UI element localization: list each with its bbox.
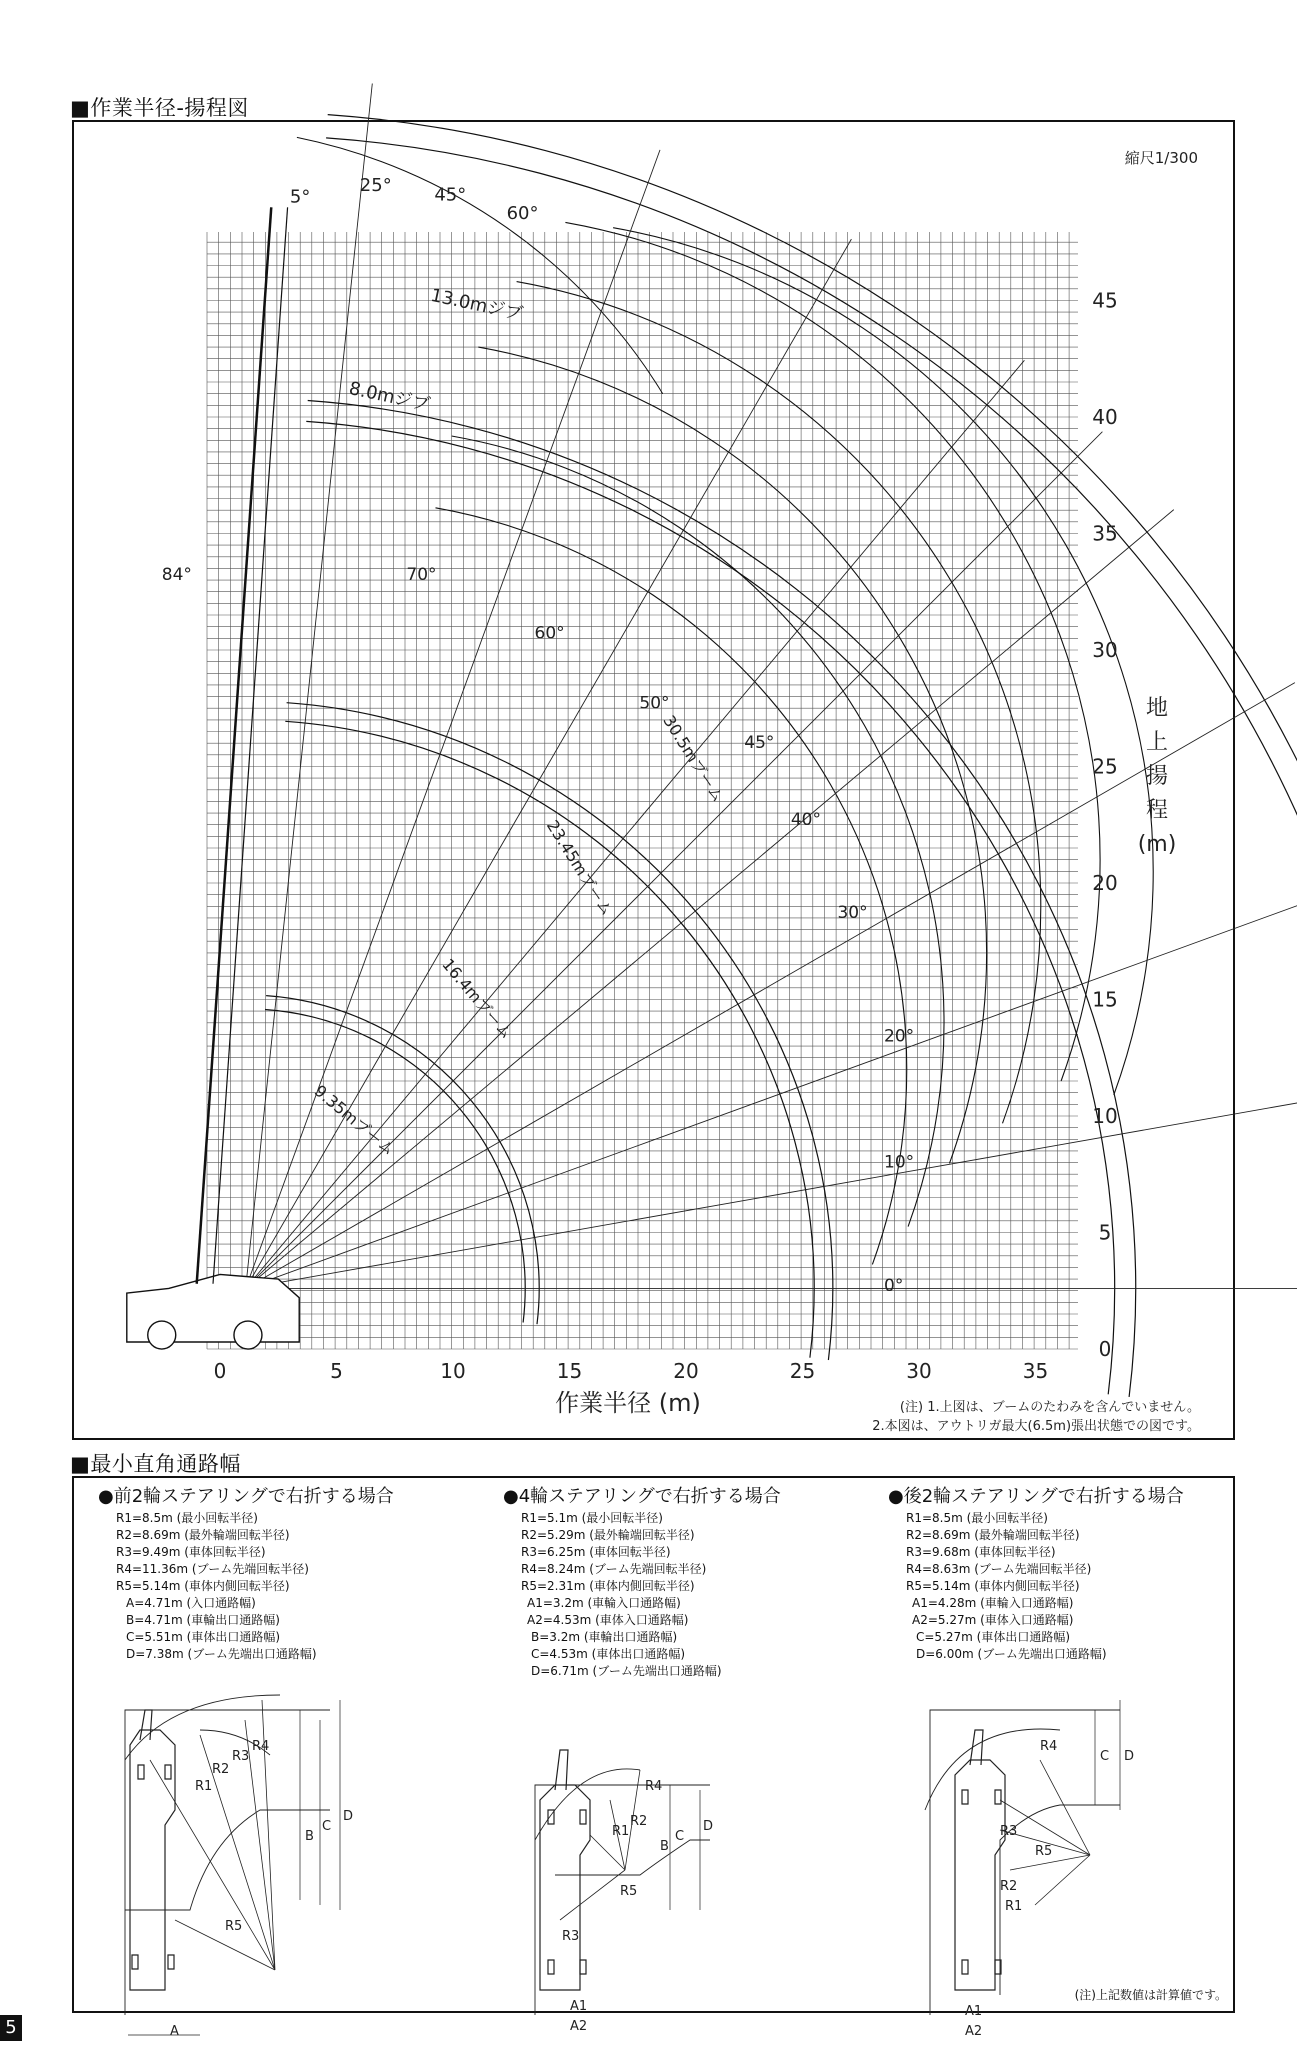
page-number: 5: [0, 2015, 22, 2041]
spec-line: R1=5.1m (最小回転半径): [521, 1511, 663, 1525]
dim-label-a1: A1: [965, 2004, 983, 2019]
turning-diagram-four-wheel-steer: [535, 1750, 710, 2015]
calc-note: (注)上記数値は計算値です。: [1074, 1988, 1227, 2002]
spec-line: R3=9.68m (車体回転半径): [906, 1545, 1056, 1559]
spec-line: R2=5.29m (最外輪端回転半径): [521, 1528, 695, 1542]
jib-length-label: 8.0mジブ: [347, 378, 432, 416]
dim-label-r5: R5: [620, 1884, 638, 1899]
crane-boom: [197, 207, 272, 1283]
boom-length-label: 16.4mブーム: [438, 954, 517, 1043]
spec-line: R3=9.49m (車体回転半径): [116, 1545, 266, 1559]
spec-line: C=5.51m (車体出口通路幅): [126, 1630, 281, 1644]
spec-line: A1=4.28m (車輪入口通路幅): [912, 1596, 1074, 1610]
dim-label-r1: R1: [612, 1824, 630, 1839]
crane-boom: [213, 207, 288, 1283]
spec-line: A1=3.2m (車輪入口通路幅): [527, 1596, 681, 1610]
crane-wheel: [148, 1321, 176, 1349]
boom-length-label: 9.35mブーム: [310, 1081, 399, 1160]
jib-offset-label: 45°: [434, 184, 467, 206]
dim-label-b: B: [660, 1839, 669, 1854]
spec-line: R5=5.14m (車体内側回転半径): [906, 1579, 1080, 1593]
turning-diagram-front-steer: [125, 1695, 340, 2035]
dim-label-a1: A1: [570, 1999, 588, 2014]
x-tick-label: 20: [673, 1359, 699, 1383]
crane-wheel: [234, 1321, 262, 1349]
section-title-min-aisle: ■最小直角通路幅: [70, 1452, 241, 1476]
x-tick-label: 35: [1022, 1359, 1049, 1383]
x-axis-ticks: [214, 1359, 1049, 1383]
spec-line: R4=11.36m (ブーム先端回転半径): [116, 1562, 309, 1576]
dim-label-r5: R5: [1035, 1844, 1053, 1859]
dim-label-r3: R3: [562, 1929, 580, 1944]
x-tick-label: 0: [213, 1359, 227, 1383]
case-rear-steer-title: ●後2輪ステアリングで右折する場合: [888, 1486, 1184, 1507]
y-axis-label-char: (m): [1137, 832, 1177, 857]
chart-note-1: (注) 1.上図は、ブームのたわみを含んでいません。: [899, 1400, 1200, 1415]
dim-label-r2: R2: [1000, 1879, 1018, 1894]
jib-offset-label: 60°: [506, 202, 539, 224]
spec-line: C=5.27m (車体出口通路幅): [916, 1630, 1071, 1644]
turning-diagrams: [0, 1640, 1297, 2039]
spec-line: B=3.2m (車輪出口通路幅): [531, 1630, 678, 1644]
dim-label-r1: R1: [1005, 1899, 1023, 1914]
scale-label: 縮尺1/300: [1124, 149, 1198, 167]
y-tick-label: 40: [1092, 405, 1118, 429]
y-tick-label: 20: [1092, 871, 1118, 895]
y-axis-label-char: 上: [1145, 730, 1169, 755]
case-four-wheel-steer-title: ●4輪ステアリングで右折する場合: [503, 1486, 781, 1507]
x-tick-label: 15: [556, 1359, 583, 1383]
case-rear-steer: [888, 1486, 1184, 1663]
dim-label-d: D: [703, 1819, 714, 1834]
dim-label-r4: R4: [1040, 1739, 1058, 1754]
dim-label-c: C: [1100, 1749, 1110, 1764]
angle-ray: [246, 1078, 1297, 1288]
x-tick-label: 10: [440, 1359, 466, 1383]
spec-line: R2=8.69m (最外輪端回転半径): [906, 1528, 1080, 1542]
y-tick-label: 0: [1098, 1337, 1112, 1361]
chart-note-2: 2.本図は、アウトリガ最大(6.5m)張出状態での図です。: [872, 1419, 1200, 1434]
y-tick-label: 25: [1092, 754, 1118, 779]
spec-line: D=7.38m (ブーム先端出口通路幅): [126, 1647, 317, 1661]
dim-label-r2: R2: [212, 1762, 230, 1777]
section-title-work-radius: ■作業半径-揚程図: [70, 96, 249, 120]
jib-arc: [452, 436, 944, 1227]
spec-line: R4=8.24m (ブーム先端回転半径): [521, 1562, 707, 1576]
spec-line: R2=8.69m (最外輪端回転半径): [116, 1528, 290, 1542]
dim-label-d: D: [1124, 1749, 1135, 1764]
jib-offset-label: 5°: [289, 186, 311, 208]
angle-ray: [246, 239, 852, 1288]
dim-label-a: A: [170, 2024, 179, 2039]
x-tick-label: 5: [330, 1359, 343, 1383]
y-tick-label: 35: [1092, 521, 1118, 546]
jib-length-label: 13.0mジブ: [428, 284, 525, 325]
case-front-steer-title: ●前2輪ステアリングで右折する場合: [98, 1486, 394, 1507]
boom-arc: [265, 1010, 525, 1323]
spec-line: R3=6.25m (車体回転半径): [521, 1545, 671, 1559]
dim-label-c: C: [675, 1829, 685, 1844]
y-axis-ticks: [1092, 289, 1117, 1362]
y-tick-label: 30: [1092, 638, 1118, 662]
dim-label-r5: R5: [225, 1919, 243, 1934]
spec-line: R5=2.31m (車体内側回転半径): [521, 1579, 695, 1593]
angle-label: 40°: [790, 809, 821, 830]
chart-grid: [207, 232, 1078, 1349]
dim-label-r4: R4: [645, 1779, 663, 1794]
spec-line: D=6.71m (ブーム先端出口通路幅): [531, 1664, 722, 1678]
spec-line: R1=8.5m (最小回転半径): [116, 1511, 258, 1525]
case-front-steer: [98, 1486, 394, 1663]
angle-ray: [246, 150, 660, 1289]
boom-length-label: 30.5mブーム: [659, 711, 728, 806]
angle-label: 45°: [744, 732, 775, 753]
y-tick-label: 15: [1092, 987, 1118, 1012]
y-axis-label: [1138, 696, 1177, 857]
x-axis-label: 作業半径 (m): [555, 1389, 701, 1417]
spec-line: R4=8.63m (ブーム先端回転半径): [906, 1562, 1092, 1576]
dim-label-a2: A2: [965, 2024, 983, 2039]
dim-label-r3: R3: [1000, 1824, 1018, 1839]
y-axis-label-char: 程: [1145, 798, 1169, 823]
dim-label-b: B: [305, 1829, 314, 1844]
dim-label-a2: A2: [570, 2019, 588, 2034]
dim-label-r1: R1: [195, 1779, 213, 1794]
jib-offset-label: 25°: [359, 174, 392, 196]
spec-line: R1=8.5m (最小回転半径): [906, 1511, 1048, 1525]
boom-arc: [308, 401, 1136, 1397]
dim-label-r4: R4: [252, 1739, 270, 1754]
spec-line: A2=5.27m (車体入口通路幅): [912, 1613, 1074, 1627]
jib-arc: [517, 282, 1041, 1124]
spec-line: B=4.71m (車輪出口通路幅): [126, 1613, 280, 1627]
y-axis-label-char: 揚: [1145, 764, 1169, 789]
spec-line: A2=4.53m (車体入口通路幅): [527, 1613, 689, 1627]
y-tick-label: 5: [1098, 1220, 1112, 1245]
dim-label-r2: R2: [630, 1814, 648, 1829]
angle-lines: [246, 84, 1297, 1289]
angle-ray: [246, 360, 1025, 1288]
spec-line: C=4.53m (車体出口通路幅): [531, 1647, 686, 1661]
spec-line: D=6.00m (ブーム先端出口通路幅): [916, 1647, 1107, 1661]
boom-length-labels: [311, 285, 728, 1159]
boom-arc: [285, 721, 814, 1357]
y-tick-label: 45: [1092, 288, 1118, 313]
turning-diagram-rear-steer: [925, 1700, 1120, 2015]
x-tick-label: 25: [789, 1359, 816, 1383]
x-tick-label: 30: [906, 1359, 932, 1383]
dim-label-d: D: [343, 1809, 354, 1824]
dim-label-r3: R3: [232, 1749, 250, 1764]
spec-line: R5=5.14m (車体内側回転半径): [116, 1579, 290, 1593]
angle-label: 0°: [884, 1275, 904, 1296]
angle-label: 70°: [406, 565, 437, 586]
boom-length-label: 23.45mブーム: [542, 816, 617, 920]
angle-label: 30°: [837, 902, 868, 923]
angle-label: 84°: [161, 565, 192, 586]
angle-label: 50°: [639, 693, 670, 714]
dim-label-c: C: [322, 1819, 332, 1834]
jib-arc: [565, 222, 1100, 1081]
angle-label: 60°: [534, 623, 565, 644]
spec-line: A=4.71m (入口通路幅): [126, 1596, 256, 1610]
angle-label: 10°: [884, 1152, 915, 1173]
angle-label: 20°: [884, 1026, 915, 1047]
y-axis-label-char: 地: [1145, 696, 1169, 721]
y-tick-label: 10: [1092, 1104, 1118, 1128]
